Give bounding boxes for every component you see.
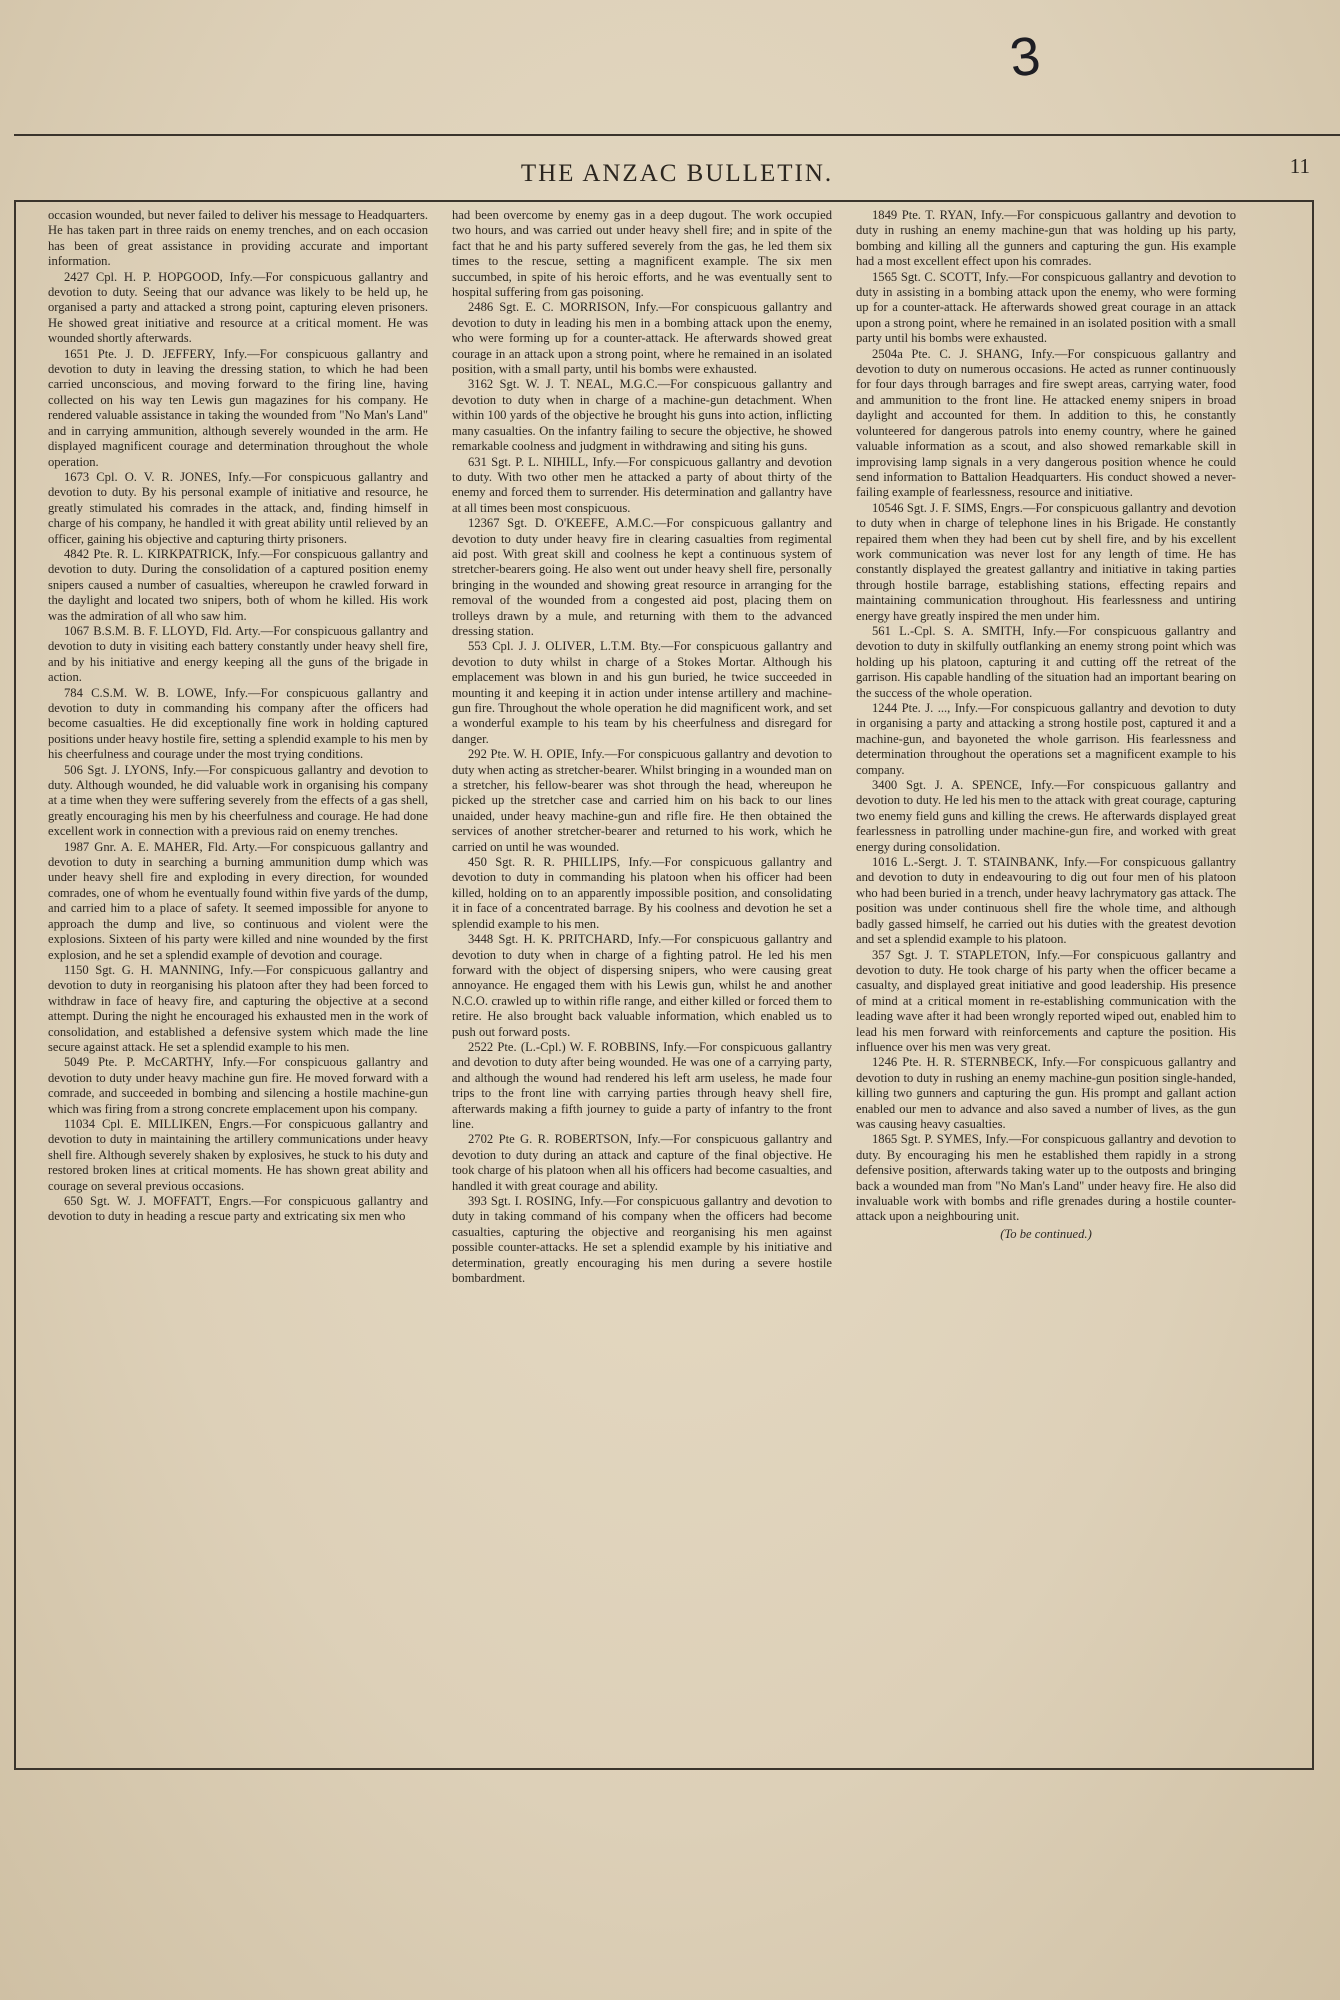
citation-paragraph: 1865 Sgt. P. SYMES, Infy.—For conspicuous gallantry and devotion to duty. By encouraging his men he established them rapidly in a strong defensive position, afterwards taking water up to the outposts and bringing back a wounded man from "No Man's Land" under heavy fire. He also did invaluable work with bombs and rifle grenades during a hostile counter-attack upon a neighbouring unit. [856,1132,1236,1224]
citation-paragraph: 1244 Pte. J. ..., Infy.—For conspicuous gallantry and devotion to duty in organising a party and attacking a strong hostile post, captured it and a machine-gun, and bayoneted the whole garrison. His fearlessness and determination throughout the operations set a magnificent example to his company. [856,701,1236,777]
column-1 [36,208,440,1756]
citation-paragraph: 506 Sgt. J. LYONS, Infy.—For conspicuous gallantry and devotion to duty. Although wounded, he did valuable work in organising his company at a time when they were suffering severely from the effects of a gas shell, greatly encouraging his men by his cheerfulness and courage. He had done excellent work in connection with a previous raid on enemy trenches. [48,762,428,839]
citation-paragraph: 10546 Sgt. J. F. SIMS, Engrs.—For conspicuous gallantry and devotion to duty when in charge of telephone lines in his Brigade. He constantly repaired them when they had been cut by shell fire, and by his excellent work communication was never lost for any length of time. He has constantly displayed the greatest gallantry and initiative in taking parties through hostile barrage, establishing stations, effecting repairs and maintaining communication throughout. His fearlessness and untiring energy have greatly inspired the men under him. [856,500,1236,623]
citation-paragraph: 2427 Cpl. H. P. HOPGOOD, Infy.—For conspicuous gallantry and devotion to duty. Seeing that our advance was likely to be held up, he organised a party and attacked a strong point, capturing eleven prisoners. He showed great initiative and resource at a critical moment. He was wounded shortly afterwards. [48,269,428,346]
citation-paragraph: 11034 Cpl. E. MILLIKEN, Engrs.—For conspicuous gallantry and devotion to duty in maintaining the artillery communications under heavy shell fire. Although severely shaken by explosives, he stuck to his duty and restored broken lines at critical moments. He has shown great ability and courage on several previous occasions. [48,1116,428,1193]
article-columns [36,208,1302,1756]
citation-paragraph: 553 Cpl. J. J. OLIVER, L.T.M. Bty.—For conspicuous gallantry and devotion to duty whilst in charge of a Stokes Mortar. Although his emplacement was blown in and his gun buried, he twice succeeded in mounting it and keeping it in action under intense artillery and machine-gun fire. Throughout the whole operation he did magnificent work, and set a wonderful example to his team by his cheerfulness and disregard for danger. [452,639,832,746]
citation-paragraph: 1565 Sgt. C. SCOTT, Infy.—For conspicuous gallantry and devotion to duty in assisting in a bombing attack upon the enemy, who were forming up for a counter-attack. He afterwards showed great courage in an attack upon a strong point, where he remained in an isolated position with a small party until his bombs were exhausted. [856,269,1236,346]
page-number: 11 [1289,154,1310,178]
column-2 [440,208,844,1756]
publication-title: THE ANZAC BULLETIN. [520,160,834,187]
page-header [14,148,1340,200]
citation-paragraph: 3162 Sgt. W. J. T. NEAL, M.G.C.—For conspicuous gallantry and devotion to duty when in charge of a machine-gun detachment. When within 100 yards of the objective he brought his guns into action, inflicting many casualties. On the infantry failing to secure the objective, he showed remarkable coolness and judgment in withdrawing and siting his guns. [452,377,832,454]
citation-paragraph: 1016 L.-Sergt. J. T. STAINBANK, Infy.—For conspicuous gallantry and devotion to duty in endeavouring to dig out four men of his platoon who had been buried in a trench, under heavy lachrymatory gas attack. The position was under continuous shell fire the whole time, and although badly gassed himself, he carried out his duties with the greatest devotion and set a splendid example to his platoon. [856,855,1236,947]
citation-paragraph: 292 Pte. W. H. OPIE, Infy.—For conspicuous gallantry and devotion to duty when acting as stretcher-bearer. Whilst bringing in a wounded man on a stretcher, his fellow-bearer was shot through the head, whereupon he picked up the stretcher case and carried him on his back to our lines unaided, under heavy machine-gun and rifle fire. He then obtained the services of another stretcher-bearer and returned to his work, which he carried on until he was wounded. [452,747,832,854]
citation-paragraph: 1651 Pte. J. D. JEFFERY, Infy.—For conspicuous gallantry and devotion to duty in leaving the dressing station, to which he had been carried unconscious, and moving forward to the firing line, having collected on his way ten Lewis gun magazines for his company. He rendered valuable assistance in taking the wounded from "No Man's Land" and in carrying ammunition, although severely wounded in the arm. He displayed magnificent courage and determination throughout the whole operation. [48,346,428,469]
citation-paragraph: 357 Sgt. J. T. STAPLETON, Infy.—For conspicuous gallantry and devotion to duty. He took charge of his party when the officer became a casualty, and displayed great initiative and good leadership. His presence of mind at a critical moment in re-establishing communication with the leading wave after it had been wrongly reported wiped out, enabled him to lead his men forward with reinforcements and capture the position. His influence over his men was very great. [856,947,1236,1054]
citation-paragraph: 1246 Pte. H. R. STERNBECK, Infy.—For conspicuous gallantry and devotion to duty in rushing an enemy machine-gun position single-handed, killing two gunners and capturing the gun. His prompt and gallant action enabled our men to advance and also saved a number of lives, as the gun was causing heavy casualties. [856,1055,1236,1131]
citation-paragraph: 2486 Sgt. E. C. MORRISON, Infy.—For conspicuous gallantry and devotion to duty in leading his men in a bombing attack upon the enemy, who were forming up for a counter-attack. He afterwards showed great courage in an attack upon a strong point, where he remained in an isolated position, with a small party, until his bombs were exhausted. [452,300,832,377]
citation-paragraph: occasion wounded, but never failed to deliver his message to Headquarters. He has taken part in three raids on enemy trenches, and on each occasion has been of great assistance in providing accurate and important information. [48,208,428,269]
handwritten-page-mark: 3 [1006,25,1044,89]
citation-paragraph: 1673 Cpl. O. V. R. JONES, Infy.—For conspicuous gallantry and devotion to duty. By his personal example of initiative and resource, he greatly stimulated his comrades in the attack, and, finding himself in charge of his company, he handled it with great ability until relieved by an officer, gaining his objective and capturing thirty prisoners. [48,469,428,546]
citation-paragraph: 1067 B.S.M. B. F. LLOYD, Fld. Arty.—For conspicuous gallantry and devotion to duty in visiting each battery constantly under heavy shell fire, and by his initiative and energy keeping all the guns of the brigade in action. [48,623,428,685]
citation-paragraph: 1987 Gnr. A. E. MAHER, Fld. Arty.—For conspicuous gallantry and devotion to duty in searching a burning ammunition dump which was under heavy shell fire and exploding in every direction, for wounded comrades, one of whom he eventually found within five yards of the dump, and carried him to a place of safety. It seemed impossible for anyone to approach the dump and live, so continuous and violent were the explosions. Sixteen of his party were killed and nine wounded by the first explosion, and he set a splendid example of devotion and courage. [48,839,428,962]
citation-paragraph: 5049 Pte. P. McCARTHY, Infy.—For conspicuous gallantry and devotion to duty under heavy machine gun fire. He moved forward with a comrade, and succeeded in bombing and silencing a hostile machine-gun which was firing from a strong concrete emplacement upon his company. [48,1055,428,1116]
citation-paragraph: 393 Sgt. I. ROSING, Infy.—For conspicuous gallantry and devotion to duty in taking command of his company when the officers had become casualties, capturing the objective and reorganising his men against possible counter-attacks. He set a splendid example by his initiative and determination, greatly encouraging his men during a severe hostile bombardment. [452,1194,832,1286]
citation-paragraph: 650 Sgt. W. J. MOFFATT, Engrs.—For conspicuous gallantry and devotion to duty in heading a rescue party and extricating six men who [48,1194,428,1224]
citation-paragraph: 561 L.-Cpl. S. A. SMITH, Infy.—For conspicuous gallantry and devotion to duty in skilfully outflanking an enemy strong point which was holding up his platoon, capturing it and cutting off the retreat of the garrison. His capable handling of the situation had an important bearing on the success of the whole operation. [856,623,1236,700]
header-top-rule [14,134,1340,136]
continued-note: (To be continued.) [1000,1226,1092,1241]
column-3 [844,208,1248,1756]
citation-paragraph: 3400 Sgt. J. A. SPENCE, Infy.—For conspicuous gallantry and devotion to duty. He led his men to the attack with great courage, capturing two enemy field guns and killing the crews. He afterwards displayed great fearlessness in patrolling under machine-gun fire, and worked with great energy during consolidation. [856,778,1236,854]
citation-paragraph: 4842 Pte. R. L. KIRKPATRICK, Infy.—For conspicuous gallantry and devotion to duty. During the consolidation of a captured position enemy snipers caused a number of casualties, whereupon he crawled forward in the daylight and located two snipers, both of whom he killed. His work was the admiration of all who saw him. [48,546,428,623]
citation-paragraph: 450 Sgt. R. R. PHILLIPS, Infy.—For conspicuous gallantry and devotion to duty in commanding his platoon when his officer had been killed, holding on to an apparently impossible position, and consolidating it in face of a concentrated barrage. By his coolness and devotion he set a splendid example to his men. [452,855,832,931]
citation-paragraph: 2522 Pte. (L.-Cpl.) W. F. ROBBINS, Infy.—For conspicuous gallantry and devotion to duty after being wounded. He was one of a carrying party, and although the wound had rendered his left arm useless, he made four trips to the front line with carrying parties through heavy shell fire, afterwards making a fifth journey to guide a party of infantry to the front line. [452,1039,832,1131]
citation-paragraph: 631 Sgt. P. L. NIHILL, Infy.—For conspicuous gallantry and devotion to duty. With two other men he attacked a party of about thirty of the enemy and forced them to surrender. His determination and gallantry have at all times been most conspicuous. [452,454,832,515]
citation-paragraph: 3448 Sgt. H. K. PRITCHARD, Infy.—For conspicuous gallantry and devotion to duty when in charge of a fighting patrol. He led his men forward with the object of dispersing snipers, who were causing great annoyance. He engaged them with his Lewis gun, whilst he and another N.C.O. crawled up to within rifle range, and either killed or forced them to retire. He also brought back valuable information, which enabled us to push out forward posts. [452,932,832,1039]
citation-paragraph: had been overcome by enemy gas in a deep dugout. The work occupied two hours, and was carried out under heavy shell fire; and in spite of the fact that he and his party suffered severely from the gas, he led them six times to the rescue, setting a magnificent example. The six men succumbed, in spite of his heroic efforts, and he was eventually sent to hospital suffering from gas poisoning. [452,208,832,300]
citation-paragraph: 1849 Pte. T. RYAN, Infy.—For conspicuous gallantry and devotion to duty in rushing an enemy machine-gun that was holding up his party, bombing and killing all the gunners and capturing the gun. His example had a most excellent effect upon his comrades. [856,208,1236,269]
citation-paragraph: 12367 Sgt. D. O'KEEFE, A.M.C.—For conspicuous gallantry and devotion to duty under heavy fire in clearing casualties from regimental aid post. With great skill and coolness he kept a continuous system of stretcher-bearers going. He also went out under heavy shell fire, personally bringing in the wounded and showing great resource in arranging for the removal of the wounded from a congested aid post, placing them on trolleys drawn by a mule, and returning with them to the advanced dressing station. [452,516,832,638]
citation-paragraph: 784 C.S.M. W. B. LOWE, Infy.—For conspicuous gallantry and devotion to duty in commanding his company after the officers had become casualties. He did exceptionally fine work in holding captured positions under heavy hostile fire, setting a splendid example to his men by his cheerfulness and courage under the most trying conditions. [48,685,428,762]
citation-paragraph: 2504a Pte. C. J. SHANG, Infy.—For conspicuous gallantry and devotion to duty on numerous occasions. He acted as runner continuously for four days through barrages and fire swept areas, carrying water, food and ammunition to the front line. He attacked enemy snipers in broad daylight and accounted for them. In addition to this, he constantly volunteered for dangerous patrols into enemy country, where he gained valuable information as a scout, and also showed remarkable skill in improvising lamp signals in a very dangerous position whence he could send information to Battalion Headquarters. His conduct showed a never-failing example of fearlessness, resource and initiative. [856,346,1236,500]
citation-paragraph: 2702 Pte G. R. ROBERTSON, Infy.—For conspicuous gallantry and devotion to duty during an attack and capture of the final objective. He took charge of his platoon when all his officers had become casualties, and handled it with great courage and ability. [452,1132,832,1193]
citation-paragraph: 1150 Sgt. G. H. MANNING, Infy.—For conspicuous gallantry and devotion to duty in reorganising his platoon after they had been forced to withdraw in face of heavy fire, and capturing the objective at a second attempt. During the night he encouraged his exhausted men in the work of consolidation, and established a defensive system which made the line secure against attack. He set a splendid example to his men. [48,962,428,1054]
